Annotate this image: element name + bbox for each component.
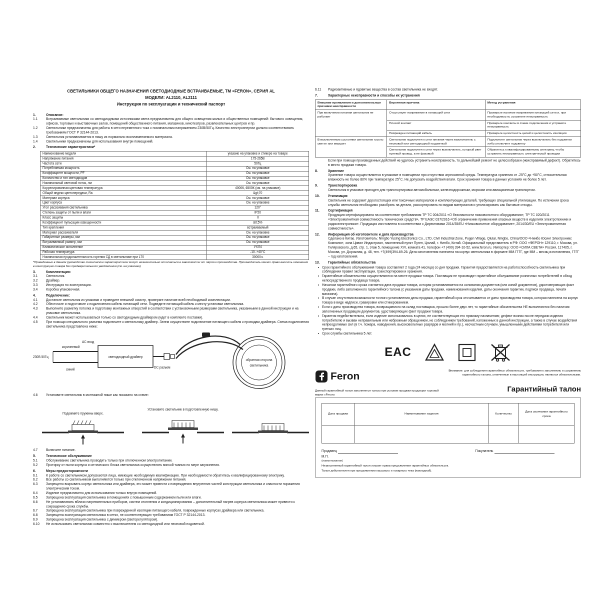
list-item bbox=[33, 127, 309, 136]
spec-value: См. на упаковке bbox=[207, 230, 309, 235]
item-text: Светильники предназначены для использования внутри помещений. bbox=[46, 139, 154, 144]
bullet-marker bbox=[315, 314, 322, 332]
warranty-bullet bbox=[315, 275, 581, 284]
spec-value: указано на упаковке и стикере на товаре bbox=[207, 151, 309, 156]
item-text: Установите светильник в монтажной нише как показано на схеме: bbox=[46, 393, 149, 397]
warranty-bullet bbox=[315, 306, 581, 315]
spec-name: Номинальная продолжительность горения СД в светильнике при L70 bbox=[40, 255, 206, 260]
disposal-text: Светильник не содержит дорогостоящих или токсичных материалов и комплектующих деталей, требующих специальной утилизации. По истечении срока службы светильник необходимо разобрать на детали, рассортировать по видам материалов и утилизировать как бытовые отходы. bbox=[328, 198, 569, 207]
list-item bbox=[33, 483, 309, 492]
feron-logo-icon bbox=[315, 370, 328, 383]
seller-signature-line[interactable] bbox=[338, 450, 398, 454]
description-list bbox=[33, 118, 309, 145]
feron-logo bbox=[315, 370, 360, 384]
spec-name: Коррелированная цветовая температура bbox=[40, 186, 206, 191]
section-number: 9. bbox=[315, 184, 318, 188]
maintenance-list bbox=[33, 459, 309, 468]
bullet-text: Срок службы светильника 5 лет. bbox=[322, 332, 373, 336]
section-number: 3. bbox=[33, 270, 36, 274]
item-number: 4.6 bbox=[33, 393, 38, 397]
document-title bbox=[33, 88, 309, 107]
bullet-text: Срок гарантийного обслуживания товара составляет 2 года (24 месяца) со дня продажи. Гарантия предоставляется на работоспособность светильника при соблюдении правил эксплуатации, транспортировки и хранения. bbox=[322, 265, 566, 274]
spec-name: Коэффициент пульсации освещенности bbox=[40, 220, 206, 225]
certification-text: Продукция сертифицирована на соответствие требованиям ТР ТС 004/2011 «О безопасности низковольтного оборудования», ТР ТС 020/2011 «Электромагнитная совместимость технических средств», ТР ЕАЭС 037/2016 «Об ограничении применения опасных веществ в изделиях электротехники и радиоэлектроники». Продукция изготовлена в соответствии с Директивами 2014/35/EU «Низковольтное оборудование», 2014/30/EU «Электромагнитная совместимость». bbox=[328, 213, 572, 231]
bullet-text: Если с даты производства товара, возвращаемого на склад поставщика, прошло более двух лет, то гарантийные обязательства НЕ выполняются без наличия заполненных продавцом документов, удостоверяющих факт продажи товара. bbox=[322, 305, 570, 314]
seller-signature bbox=[322, 449, 398, 453]
bullet-marker bbox=[315, 297, 322, 306]
item-number: 5.1 bbox=[33, 459, 38, 463]
item-number: 4.5 bbox=[33, 320, 38, 324]
right-column bbox=[315, 88, 581, 478]
spec-name: Коэффициент мощности, PF bbox=[40, 171, 206, 176]
bullet-marker bbox=[315, 266, 322, 275]
mains-label: 230В 50Гц bbox=[33, 354, 49, 359]
fixture-inner-ring bbox=[242, 345, 277, 380]
item-number: 5.2 bbox=[33, 463, 38, 467]
spec-value: См. на упаковке bbox=[207, 240, 309, 245]
seller-label: Продавец bbox=[321, 449, 337, 453]
item-number: 3.2 bbox=[33, 279, 38, 283]
section-number: 13. bbox=[315, 260, 320, 265]
item-text: Светильники предназначены для работы в сети переменного тока с номинальным напряжением 230В/50Гц. Качество электроэнергии должно соответствовать требованиям ГОСТ Р 32144-2013. bbox=[46, 126, 294, 135]
spec-name: Материал рассеивателя bbox=[40, 230, 206, 235]
warranty-table bbox=[322, 403, 575, 444]
buyer-signature bbox=[475, 449, 554, 453]
warranty-col-date: Дата продажи bbox=[322, 403, 355, 426]
faults-header-row bbox=[315, 100, 581, 110]
fixture-back-label-2: светильника bbox=[249, 363, 269, 368]
section-warranty-heading bbox=[315, 261, 581, 265]
item-6-11 bbox=[315, 88, 581, 92]
warranty-attention-note: Внимание: для соблюдения гарантийных обязательств, требования к заполнению и сохранению гарантийного талона, отмеченные в настоящей инструкции, являются обязательными. bbox=[448, 369, 581, 377]
item-text: Светильник может использоваться только со светодиодным драйвером (идет в комплекте поставки). bbox=[46, 316, 204, 320]
list-item bbox=[33, 522, 309, 526]
section-title: Меры предосторожности bbox=[46, 469, 88, 473]
wiring-diagram bbox=[33, 331, 309, 392]
item-text: Включите питание. bbox=[46, 448, 76, 453]
warranty-bullet bbox=[315, 266, 581, 275]
warranty-fine-print-2: Талон действителен при предъявлении кассового и товарного чека (накладной). bbox=[321, 469, 433, 473]
item-text: При помощи специального разъема подключите к светильнику драйвер. Затем осуществите подключение питающего кабеля к проводам драйвера. Схема подключения светильника представлена ниже: bbox=[46, 320, 309, 329]
warranty-card-box bbox=[315, 397, 581, 477]
item-text: Изделие предназначено для использования только внутри помещений. bbox=[46, 491, 158, 495]
faults-table bbox=[315, 99, 581, 157]
name-hint: (наименование) bbox=[321, 459, 344, 463]
dc-plug bbox=[164, 353, 170, 359]
section-number: 2. bbox=[33, 145, 36, 150]
warranty-cell-date[interactable] bbox=[322, 426, 355, 444]
item-text: Обслуживание светильника проводить только при отключенном электропитании. bbox=[46, 459, 173, 463]
fixture-outer-ring bbox=[233, 336, 285, 388]
spec-name: Номинальный световой поток, лм bbox=[40, 181, 206, 186]
section-title: Гарантийные обязательства bbox=[328, 260, 376, 265]
specs-table bbox=[40, 151, 309, 260]
spec-name: Материал корпуса bbox=[40, 196, 206, 201]
transport-text: Светильник в упаковке пригоден для транспортировки автомобильным, железнодорожным, морским или авиационным транспортом. bbox=[328, 188, 536, 192]
class2-insulation-icon bbox=[457, 343, 476, 362]
spec-name: Общий индекс цветопередачи, Ra bbox=[40, 191, 206, 196]
section-number: 8. bbox=[315, 169, 318, 173]
spec-value: -10..+40°С bbox=[207, 250, 309, 255]
section-number: 12. bbox=[315, 232, 320, 237]
manufacturer-text: Сделано в Китае. Изготовитель: Ningbo Yusing Electronics Co., LTD, Civil Industrial Zone, Pugen Village, Qiulai, Ningbo, China/ООО «Нинбо Юсинг Электроникс Компани», зона Цивил Индастриал, населенный пункт Пуген, Цюлай, г. Нинбо, Китай. Официальный представитель в РФ: ООО «ФЕРОН» 129110, г. Москва, ул. Гиляровского, д.65, стр. 1, этаж 5, помещение XVI, комната 41, телефон +7 (499) 394-10-52, www.feron.ru. Импортер: ООО «СИЛА СВЕТА» Россия, 117405, г. Москва, ул. Дорожная, д. 48, тел. +7(499)394-69-26. Дата изготовления нанесена на корпус светильника в формате ММ.ГГГГ, где ММ – месяц изготовления, ГГГГ – год изготовления. bbox=[328, 237, 580, 259]
spec-value: См. на упаковке bbox=[207, 201, 309, 206]
mounting-step-3 bbox=[232, 424, 309, 434]
item-text: К работе со светильником допускаются лица, имеющие необходимую квалификацию. При необходимости обратитесь к квалифицированному электрику. bbox=[46, 473, 285, 478]
brand-name: Feron bbox=[330, 370, 360, 382]
section-title: Хранение bbox=[328, 169, 344, 173]
warranty-col-product: Наименование изделия bbox=[355, 403, 489, 426]
wire-brown-label: коричневый bbox=[62, 344, 80, 349]
item-number: 4.3 bbox=[33, 307, 38, 311]
section-number: 6. bbox=[33, 469, 36, 473]
bullet-marker bbox=[315, 306, 322, 315]
item-number: 4.7 bbox=[33, 448, 38, 453]
warranty-bullets bbox=[315, 266, 581, 337]
item-number: 6.6 bbox=[33, 500, 38, 504]
left-column bbox=[33, 88, 309, 527]
spec-value: &lt;5% bbox=[207, 220, 309, 225]
fault-cause: Плохой контакт bbox=[387, 120, 485, 130]
fault-symptom: В выключенном состоянии светильник тускло светит или мерцает bbox=[315, 137, 387, 158]
fixture-middle-ring bbox=[236, 339, 282, 385]
bullet-text: Гарантия недействительна, если изделие использовалось в целях, не соответствующих его прямому назначению; дефект возник после передачи изделия потребителю и вызван неправильным или небрежным обращением, не соблюдением требований, изложенных в данной инструкции, а также в случае воздействия непреодолимых сил (в т.ч. пожара, наводнения, высоковольтных разрядов и молний и пр.), несчастным случаем, умышленными действиями потребителя или третьих лиц. bbox=[322, 314, 578, 332]
item-number: 6.11 bbox=[315, 88, 322, 92]
precautions-list bbox=[33, 474, 309, 527]
wire-blue-label: синий bbox=[66, 367, 75, 372]
warranty-fill-note: Данный гарантийный талон заполняется только при условии продажи продукции торговой марки «Feron» bbox=[315, 389, 439, 397]
spec-value: 120° bbox=[207, 206, 309, 211]
section-title: Информация об изготовителе и дата производства bbox=[328, 232, 414, 237]
fault-fix: Проверьте целостность цепей и целостность изоляции bbox=[485, 130, 581, 136]
item-text: Выполните разметку потолка и подготовку монтажных отверстий в соответствии с установочными размерами светильника, указанными в данной инструкции и на упаковке светильника. bbox=[46, 307, 299, 316]
buyer-label: Покупатель bbox=[475, 449, 494, 453]
section-title: Подключение: bbox=[46, 293, 70, 298]
bullet-text: В случае отсутствия возможности точного установления даты продажи, гарантийный срок отсчитывается от даты производства товара, которая нанесена на корпус товара в виде надписи, гравировки или стикерованием. bbox=[322, 296, 579, 305]
warranty-cell-product[interactable] bbox=[355, 426, 489, 444]
item-number: 6.4 bbox=[33, 491, 38, 495]
bullet-marker bbox=[315, 283, 322, 296]
section-faults-heading bbox=[315, 94, 581, 98]
section-title: Характерные неисправности и способы их устранения bbox=[328, 93, 420, 98]
spec-value: 30000ч. bbox=[207, 255, 309, 260]
spec-name: Климатическое исполнение bbox=[40, 245, 206, 250]
fault-row bbox=[315, 110, 581, 120]
fixture-back-label-1: обратная сторона bbox=[245, 357, 273, 362]
item-number: 3.3 bbox=[33, 283, 38, 288]
warranty-bullet bbox=[315, 332, 581, 336]
spec-name: Тип крепления bbox=[40, 225, 206, 230]
bullet-text: Началом гарантийного срока считается дата продажи товара, которая устанавливается на основании документов (или копий документов), удостоверяющих факт продажи, либо заполненного гарантийного талона (с указанием даты продажи, наименования изделия, даты окончания гарантии, подписи продавца, печати магазина). bbox=[322, 283, 575, 296]
item-4-6 bbox=[33, 393, 309, 397]
buyer-signature-line[interactable] bbox=[494, 450, 554, 454]
stamp-place-label: М.П. bbox=[321, 455, 329, 459]
connector-cable-1 bbox=[176, 336, 240, 354]
fault-fix: Обратитесь к квалифицированному электрику, чтобы устранить неисправность электрической проводки bbox=[485, 147, 581, 157]
title-line-1: СВЕТИЛЬНИКИ ОБЩЕГО НАЗНАЧЕНИЯ СВЕТОДИОДНЫЕ ВСТРАИВАЕМЫЕ, ТМ «FERON», СЕРИЯ AL bbox=[67, 88, 275, 94]
storage-text: Хранение товара осуществляется в упаковке в помещении при отсутствии агрессивной среды. Температура хранения от -25°С до +50°С, относительная влажность не более 80% при температуре 25°С. Не допускать воздействия влаги. Срок хранения товара в данных условиях не более 5 лет. bbox=[328, 173, 567, 182]
spec-name: Напряжение питания bbox=[40, 156, 206, 161]
spec-value: См. на упаковке bbox=[207, 181, 309, 186]
faults-note: Если при помощи произведенных действий не удалось устранить неисправность, то дальнейший ремонт не целесообразен (неисправимый дефект). Обратитесь в место продажи товара. bbox=[328, 158, 581, 167]
recycling-triangle-icon bbox=[424, 343, 444, 363]
inline-connector bbox=[202, 332, 210, 337]
warranty-cell-expiry[interactable] bbox=[519, 426, 575, 444]
item-number: 6.9 bbox=[33, 518, 38, 522]
spec-value: 50Гц bbox=[207, 161, 309, 166]
eac-mark-icon: EAC bbox=[384, 345, 412, 360]
item-text: Обесточьте и подготовьте к подключению кабель питающей сети. Подведите питающий кабель к месту установки светильника. bbox=[46, 302, 245, 307]
fault-row bbox=[315, 137, 581, 147]
list-item bbox=[33, 320, 309, 329]
mounting-diagram bbox=[33, 400, 309, 448]
item-text: Не устанавливать вблизи нагревательных приборов, систем отопления и кондиционирования – дополнительный нагрев корпуса светильника может привести к сокращению срока службы. bbox=[46, 500, 295, 509]
item-text: Запрещена эксплуатация светильника в сетях, не соответствующих требованиям ГОСТ Р 32144-2013. bbox=[46, 513, 206, 518]
fault-fix: Подключите светильник через выключатель без подсветки либо отключите подсветку bbox=[485, 137, 581, 147]
section-title: Техническое обслуживание bbox=[46, 454, 92, 459]
title-line-2: МОДЕЛИ: AL2110, AL2111 bbox=[145, 94, 197, 100]
spec-value: 4000К, 6500К (см. на упаковке) bbox=[207, 186, 309, 191]
spec-name: Количество и тип светодиодов bbox=[40, 176, 206, 181]
fault-symptom: При включении питания светильник не работает bbox=[315, 110, 387, 137]
fault-fix: Проверьте контакты в схеме подключения и устраните неисправность bbox=[485, 120, 581, 130]
section-number: 5. bbox=[33, 454, 36, 459]
dc-connector-label: DC разъем bbox=[154, 365, 171, 370]
driver-label: светодиодный драйвер bbox=[108, 354, 143, 359]
list-item bbox=[33, 118, 309, 127]
warranty-bullet bbox=[315, 283, 581, 296]
warranty-table-empty-row bbox=[322, 426, 575, 444]
list-item bbox=[33, 500, 309, 509]
list-item bbox=[33, 307, 309, 316]
item-text: Встраиваемые светильники со светодиодными источниками света предназначены для общего освещения жилых и общественных помещений: бытового освещения, офисов, торговых и выставочных залов, помещений общественного питания, магазинов, кинотеатров, развлекательных центров и пр. bbox=[46, 117, 304, 126]
spec-value: встраиваемый bbox=[207, 225, 309, 230]
title-line-3: Инструкция по эксплуатации и технический паспорт bbox=[116, 101, 226, 107]
spec-name: Габаритные размеры, мм bbox=[40, 235, 206, 240]
faults-col-symptom: Внешние проявления и дополнительные признаки неисправности bbox=[315, 100, 387, 110]
section-title: Сертификация bbox=[328, 209, 353, 213]
spec-name: Цвет корпуса bbox=[40, 201, 206, 206]
item-number: 6.3 bbox=[33, 482, 38, 487]
spec-value: II bbox=[207, 216, 309, 221]
item-text: Запрещена эксплуатация светильника при поврежденной изоляции питающего кабеля, поврежденных корпусах драйвера или светильника. bbox=[46, 509, 265, 513]
mounting-step1-caption: Подожмите пружины вверх. bbox=[62, 411, 104, 416]
spec-value: См. на упаковке bbox=[207, 166, 309, 171]
mounting-step-1 bbox=[42, 421, 124, 445]
warranty-bullet bbox=[315, 297, 581, 306]
warranty-card-title: Гарантийный талон bbox=[507, 384, 581, 394]
section-number: 7. bbox=[315, 93, 318, 98]
spec-value: См. на упаковке bbox=[207, 196, 309, 201]
item-number: 4.1 bbox=[33, 298, 38, 302]
item-number: 1.2 bbox=[33, 126, 38, 131]
item-number: 1.4 bbox=[33, 139, 38, 144]
faults-col-fix: Метод устранения bbox=[485, 100, 581, 110]
mounting-step-2 bbox=[142, 421, 224, 444]
spec-name: Наименование модели bbox=[40, 151, 206, 156]
warranty-table-header bbox=[322, 403, 575, 426]
item-text: Протирку от пыли корпуса и оптического блока светильника осуществлять мягкой тканью по мере загрязнения. bbox=[46, 463, 220, 467]
spec-value: IP20 bbox=[207, 211, 309, 216]
warranty-cell-qty[interactable] bbox=[488, 426, 518, 444]
weee-crossed-bin-icon bbox=[489, 342, 511, 364]
spec-value: 175-265В bbox=[207, 156, 309, 161]
section-title: Описание: bbox=[46, 113, 64, 117]
item-text: Инструкция по эксплуатации. bbox=[46, 283, 92, 288]
faults-col-cause: Вероятная причина bbox=[387, 100, 485, 110]
spec-name: Угол рассеивания светильника bbox=[40, 206, 206, 211]
item-text: Запрещена эксплуатация светильника в помещениях с повышенным содержанием пыли или влаги. bbox=[46, 495, 202, 500]
list-item bbox=[33, 463, 309, 467]
item-number: 4.2 bbox=[33, 302, 38, 307]
spec-value: УХЛ4 bbox=[207, 245, 309, 250]
warranty-col-qty: Количество bbox=[488, 403, 518, 426]
section-number: 1. bbox=[33, 113, 36, 117]
bullet-text: Гарантийные обязательства осуществляются на месте продажи товара. Поставщик не производит гарантийное обслуживание розничных потребителей в обход непосредственного продавца товара. bbox=[322, 274, 572, 283]
certification-marks bbox=[315, 342, 581, 364]
item-text: Все работы со светильником выполняются только при отключенном напряжении питания. bbox=[46, 478, 187, 482]
mounting-step2-caption: Установите светильник в подготовленную нишу. bbox=[147, 407, 219, 412]
spec-name: Частота сети bbox=[40, 161, 206, 166]
item-number: 6.1 bbox=[33, 473, 38, 478]
section-number: 11. bbox=[315, 209, 320, 213]
warranty-bullet bbox=[315, 314, 581, 332]
spec-value: См. на упаковке bbox=[207, 176, 309, 181]
item-4-7 bbox=[33, 449, 309, 453]
item-text: Не использовать светильники совместно с выключателем со светодиодной или неоновой подсветкой. bbox=[46, 522, 205, 526]
item-text: Коробка упаковочная. bbox=[46, 287, 81, 292]
item-text: Запрещено вскрывать корпус светильника или драйвера, это может привести к повреждению внутренних частей конструкции светильника и опасности поражения электрическим током. bbox=[46, 482, 300, 491]
item-number: 3.4 bbox=[33, 287, 38, 292]
specs-footnote: *Приведенные в данном руководстве технические характеристики могут незначительно отличаться в зависимости от партии производства. Производитель имеет право вносить изменения в конструкцию товара без предварительного уведомления (см. на упаковке) bbox=[33, 261, 308, 268]
section-number: 4. bbox=[33, 293, 36, 298]
spec-value: &gt;70 bbox=[207, 191, 309, 196]
item-number: 6.2 bbox=[33, 478, 38, 482]
spec-name: Рабочая температура bbox=[40, 250, 206, 255]
spec-name: Степень защиты от пыли и влаги bbox=[40, 211, 206, 216]
item-text: Драйвер. bbox=[46, 279, 61, 283]
section-title: Транспортировка bbox=[328, 184, 358, 188]
connection-list bbox=[33, 298, 309, 329]
item-number: 6.10 bbox=[33, 522, 40, 526]
spec-value: См. на упаковке bbox=[207, 235, 309, 240]
fault-fix: Проверьте наличие напряжения питающей сети и, при необходимости, устраните неисправность bbox=[485, 110, 581, 120]
list-item bbox=[33, 140, 309, 144]
section-title: Утилизация bbox=[328, 194, 348, 198]
section-specs-heading bbox=[33, 146, 309, 150]
item-text: Светильник устанавливается в нишу из нормально воспламеняемого материала. bbox=[46, 135, 173, 139]
kit-list bbox=[33, 275, 309, 293]
fault-cause: Поврежден питающий кабель bbox=[387, 130, 485, 136]
item-text: Запрещена эксплуатация светильника с диммером (светорегулятором). bbox=[46, 518, 159, 522]
warranty-col-expiry: Дата окончания гарантийного срока bbox=[519, 403, 575, 426]
item-text: Достаньте светильник из упаковки и проведите внешний осмотр, проверьте наличие всей необходимой комплектации. bbox=[46, 298, 231, 302]
spec-row bbox=[40, 255, 309, 260]
spec-name: Потребляемая мощность bbox=[40, 166, 206, 171]
item-number: 3.1 bbox=[33, 274, 38, 279]
item-number: 6.5 bbox=[33, 495, 38, 500]
spec-value: См. на упаковке bbox=[207, 171, 309, 176]
item-number: 4.4 bbox=[33, 316, 38, 320]
fault-cause: Отсутствует напряжение в питающей сети bbox=[387, 110, 485, 120]
spec-name: Встраиваемый размер, мм bbox=[40, 240, 206, 245]
ac-input-label: AC вход bbox=[82, 339, 95, 344]
item-number: 1.1 bbox=[33, 117, 38, 122]
section-title: Комплектация: bbox=[46, 270, 71, 274]
list-item bbox=[33, 288, 309, 292]
item-text: Светильник. bbox=[46, 274, 66, 279]
item-number: 6.7 bbox=[33, 509, 38, 513]
item-number: 6.8 bbox=[33, 513, 38, 518]
warranty-fine-print-1: Незаполненный гарантийный талон лишает права предъявления гарантийных обязательств. bbox=[321, 464, 450, 468]
bullet-marker bbox=[315, 275, 322, 284]
bullet-marker bbox=[315, 332, 322, 336]
fault-cause: Светильник подключен к сети через выключатель, который рвет нулевой провод, а не фазовый bbox=[387, 147, 485, 157]
section-title: Технические характеристики* bbox=[46, 145, 96, 150]
item-text: Радиоактивные и ядовитые вещества в состав светильника не входят. bbox=[328, 88, 438, 92]
section-number: 10. bbox=[315, 194, 320, 198]
warranty-card bbox=[315, 370, 581, 478]
dc-socket bbox=[171, 354, 175, 358]
item-number: 1.3 bbox=[33, 135, 38, 139]
fault-cause: Светильник подключен к сети питания через выключатель с неоновой или светодиодной подсветкой bbox=[387, 137, 485, 147]
spec-name: Класс защиты bbox=[40, 216, 206, 221]
